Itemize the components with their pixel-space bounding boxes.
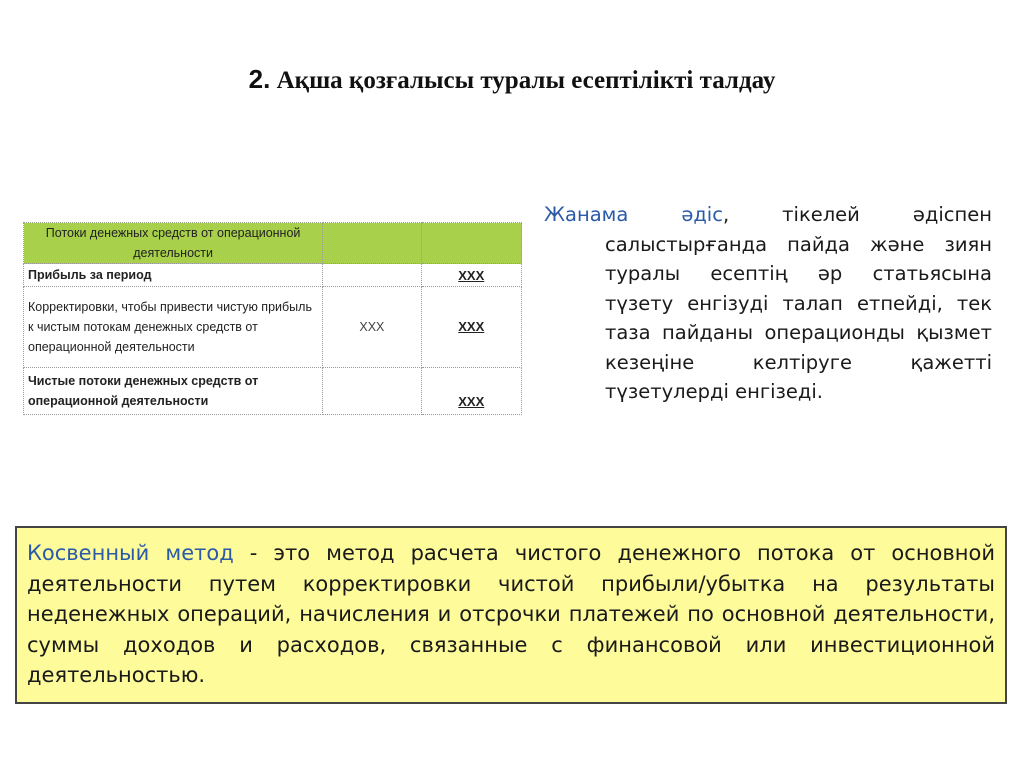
table-row: [24, 264, 522, 287]
row-mid-value: [323, 368, 421, 415]
table-header-cell: Потоки денежных средств от операционной деятельности: [24, 223, 323, 264]
indirect-method-term: Жанама әдіс: [544, 203, 723, 226]
indirect-method-description: , тікелей әдіспен салыстырғанда пайда және зиян туралы есептің әр статьясына түзету енгізуді талап етпейді, тек таза пайданы операционды қызмет кезеңіне келтіруге қажетті түзетулерді енгізеді.: [605, 203, 992, 403]
row-value: XXX: [421, 264, 521, 287]
table-row: [24, 368, 522, 415]
row-value: XXX: [421, 287, 521, 368]
title-text: Ақша қозғалысы туралы есептілікті талдау: [276, 67, 776, 94]
title-number: 2.: [248, 64, 271, 94]
page-title: [0, 64, 1024, 95]
row-label: Чистые потоки денежных средств от операционной деятельности: [24, 368, 323, 415]
definition-box: [15, 526, 1007, 704]
definition-term: Косвенный метод: [27, 541, 234, 565]
table-row: [24, 287, 522, 368]
row-mid-value: [323, 264, 421, 287]
table-header-row: [24, 223, 522, 264]
table-header-empty-cell: [421, 223, 521, 264]
indirect-method-paragraph: [544, 200, 992, 407]
row-value: XXX: [421, 368, 521, 415]
table-header-empty-cell: [323, 223, 421, 264]
row-label: Корректировки, чтобы привести чистую прибыль к чистым потокам денежных средств от операционной деятельности: [24, 287, 323, 368]
row-label: Прибыль за период: [24, 264, 323, 287]
row-mid-value: XXX: [323, 287, 421, 368]
definition-text: - это метод расчета чистого денежного потока от основной деятельности путем корректировки чистой прибыли/убытка на результаты неденежных операций, начисления и отсрочки платежей по основной деятельности, суммы доходов и расходов, связанные с финансовой или инвестиционной деятельностью.: [27, 541, 996, 687]
cash-flow-table: [23, 222, 522, 415]
